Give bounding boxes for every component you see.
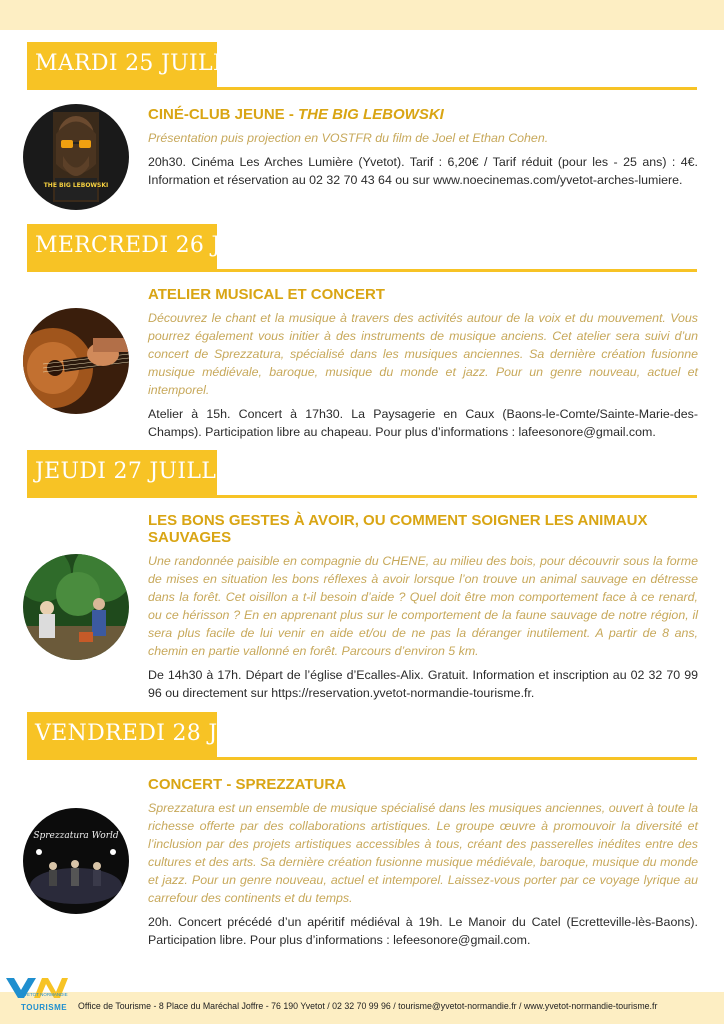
day-divider bbox=[27, 269, 697, 272]
event-image-lute bbox=[23, 308, 129, 414]
day-title: VENDREDI 28 JUILLET bbox=[35, 721, 307, 746]
footer bbox=[0, 992, 724, 1024]
event-title-film: THE BIG LEBOWSKI bbox=[298, 106, 444, 123]
event-image-sprezzatura bbox=[23, 808, 129, 914]
top-band bbox=[0, 0, 724, 30]
day-divider bbox=[27, 87, 697, 90]
event-description: Sprezzatura est un ensemble de musique spécialisé dans les musiques anciennes, ouvert à toute la richesse offerte par des collaborations artistiques. Le groupe œuvre à promouvoir la diversité et l’inclusion par des projets artistiques accessibles à tous, créant des passerelles inédites entre des cultures et des arts. Sa dernière création fusionne musique médiévale, baroque, musique du monde et jazz. Pour un genre nouveau, actuel et intemporel. Laissez-vous porter par ce voyage lyrique au carrefour des continents et du temps. bbox=[148, 801, 698, 905]
event-description: Découvrez le chant et la musique à travers des activités autour de la voix et du mouvement. Vous pourrez également vous initier à des instruments de musique anciens. Cet atelier sera suivi d’un concert de Sprezzatura, spécialisé dans les musiques anciennes. Sa dernière création fusionne musique médiévale, baroque, musique du monde et jazz. Pour un genre nouveau, actuel et intemporel. bbox=[148, 311, 698, 397]
day-header bbox=[27, 450, 248, 498]
event-title: LES BONS GESTES À AVOIR, OU COMMENT SOIGNER LES ANIMAUX SAUVAGES bbox=[148, 512, 648, 546]
event-title: ATELIER MUSICAL ET CONCERT bbox=[148, 286, 385, 303]
event-body bbox=[148, 106, 698, 189]
event-info: Atelier à 15h. Concert à 17h30. La Paysagerie en Caux (Baons-le-Comte/Sainte-Marie-des-Champs). Participation libre au chapeau. Pour plus d’informations : lafeesonore@gmail.com. bbox=[148, 407, 698, 439]
day-header bbox=[27, 42, 260, 90]
event-body bbox=[148, 286, 698, 441]
day-title: MERCREDI 26 JUILLET bbox=[35, 233, 310, 258]
day-divider bbox=[27, 757, 697, 760]
logo-word: TOURISME bbox=[21, 1003, 68, 1012]
event-info: De 14h30 à 17h. Départ de l’église d’Ecalles-Alix. Gratuit. Information et inscription au 02 32 70 99 96 ou directement sur https://reservation.yvetot-normandie-tourisme.fr. bbox=[148, 668, 698, 700]
footer-contact: Office de Tourisme - 8 Place du Maréchal Joffre - 76 190 Yvetot / 02 32 70 99 96 / tourisme@yvetot-normandie.fr / www.yvetot-normandie-tourisme.fr bbox=[78, 1001, 658, 1011]
logo-subtitle: YVETOT NORMANDIE bbox=[21, 992, 68, 997]
event-body bbox=[148, 776, 698, 949]
event-description: Une randonnée paisible en compagnie du CHENE, au milieu des bois, pour découvrir sous la forme de mises en situation les bons réflexes à avoir lorsque l’on trouve un animal sauvage en détresse dans la forêt. Cet oisillon a t-il besoin d’aide ? Quel doit être mon comportement face à ce renard, ou ce hérisson ? En en apprenant plus sur le comportement de la faune sauvage de notre région, il sera plus facile de lui venir en aide et/ou de ne pas la déranger inutilement. A partir de 8 ans, chemin en partie vallonné en forêt. Parcours d’environ 5 km. bbox=[148, 554, 698, 658]
event-title bbox=[148, 106, 698, 123]
day-title: JEUDI 27 JUILLET bbox=[35, 459, 248, 484]
day-header bbox=[27, 712, 307, 760]
event-image-big-lebowski bbox=[23, 104, 129, 210]
event-info: 20h. Concert précédé d’un apéritif médiéval à 19h. Le Manoir du Catel (Ecretteville-lès-Baons). Participation libre. Pour plus d’informations : lefeesonore@gmail.com. bbox=[148, 915, 698, 947]
event-image-forest bbox=[23, 554, 129, 660]
event-title: CONCERT - SPREZZATURA bbox=[148, 776, 347, 793]
event-body bbox=[148, 512, 698, 702]
event-info: 20h30. Cinéma Les Arches Lumière (Yvetot). Tarif : 6,20€ / Tarif réduit (pour les - 25 ans) : 4€. Information et réservation au 02 32 70 43 64 ou sur www.noecinemas.com/yvetot-arches-lumiere. bbox=[148, 155, 698, 187]
event-description: Présentation puis projection en VOSTFR du film de Joel et Ethan Cohen. bbox=[148, 131, 549, 145]
tourism-logo bbox=[4, 976, 70, 1022]
image-caption: Sprezzatura World bbox=[33, 831, 119, 841]
day-header bbox=[27, 224, 310, 272]
day-divider bbox=[27, 495, 697, 498]
event-title-prefix: CINÉ-CLUB JEUNE - bbox=[148, 106, 299, 123]
poster-text: THE BIG LEBOWSKI bbox=[43, 182, 109, 189]
day-title: MARDI 25 JUILLET bbox=[35, 51, 260, 76]
